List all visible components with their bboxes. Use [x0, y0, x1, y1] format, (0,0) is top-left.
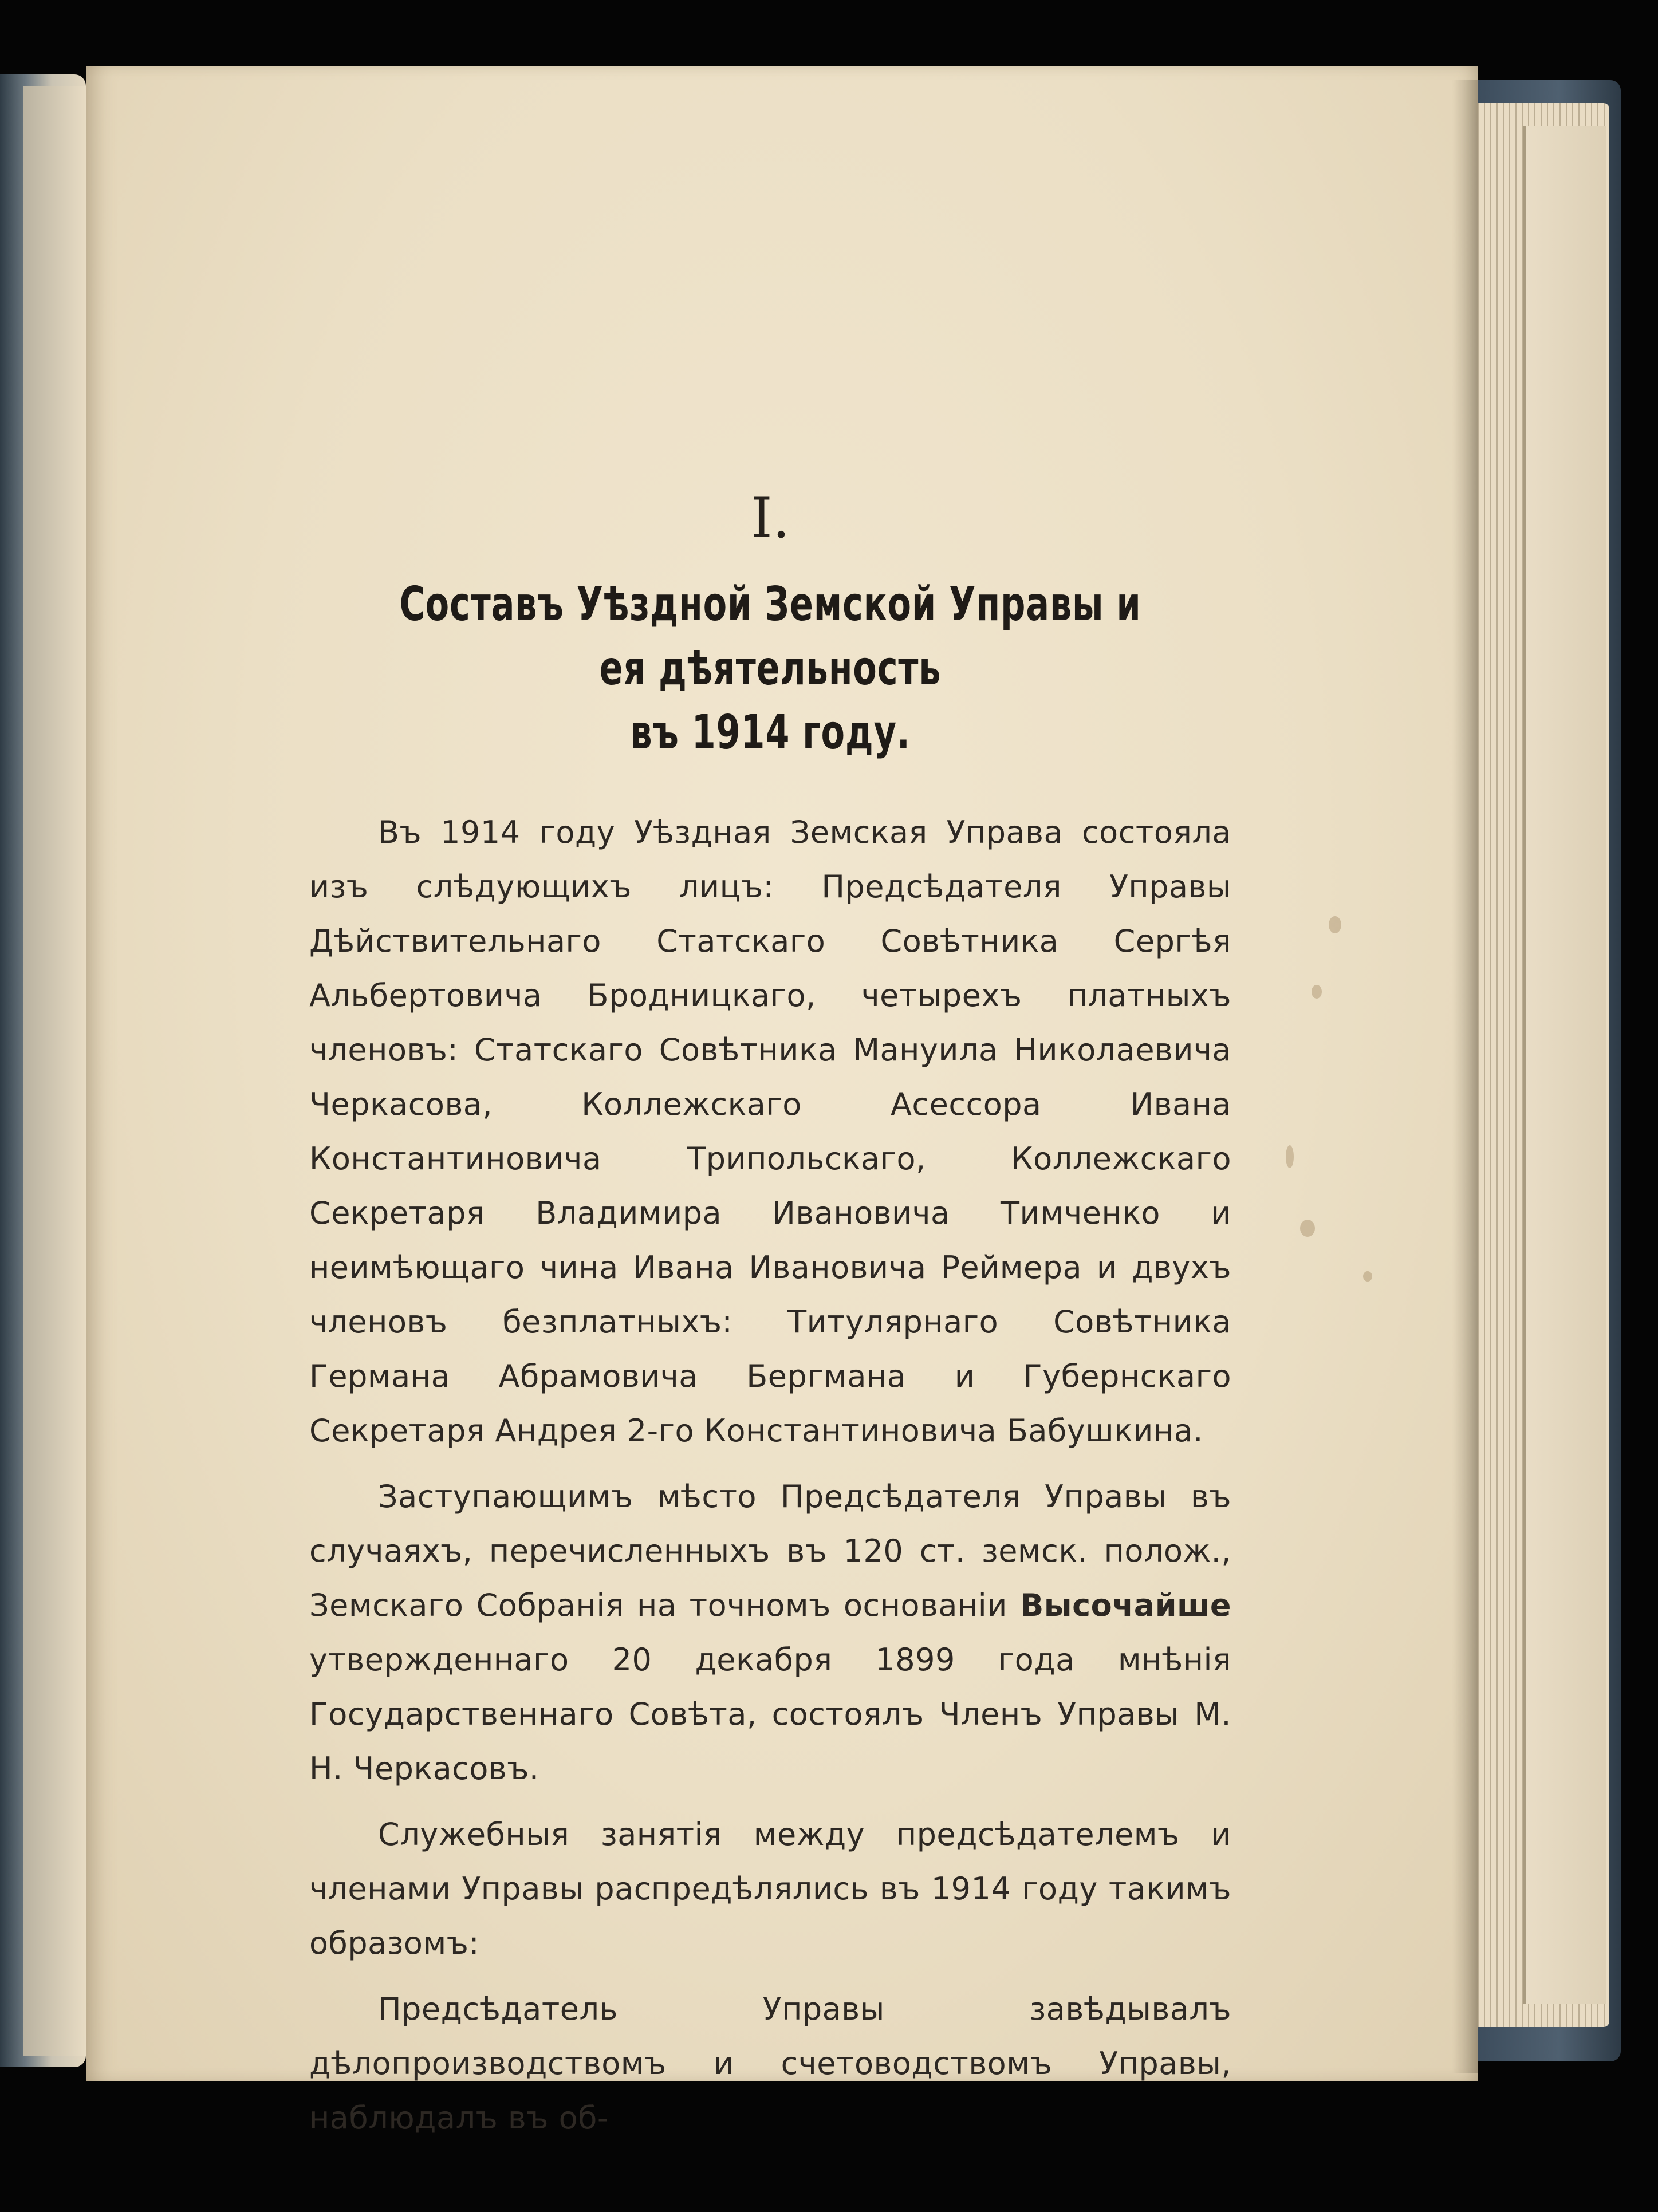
section-heading	[392, 573, 1148, 765]
paragraph-2-text-start: Заступающимъ мѣсто Предсѣдателя Управы въ случаяхъ, перечисленныхъ въ 120 ст. земск. полож., Земскаго Собранія на точномъ основаніи	[309, 1478, 1231, 1623]
page-content	[309, 452, 1231, 2156]
paragraph-1: Въ 1914 году Уѣздная Земская Управа состояла изъ слѣдующихъ лицъ: Предсѣдателя Управы Дѣйствительнаго Статскаго Совѣтника Сергѣя Альбертовича Бродницкаго, четырехъ платныхъ членовъ: Статскаго Совѣтника Мануила Николаевича Черкасова, Коллежскаго Асессора Ивана Константиновича Трипольскаго, Коллежскаго Секретаря Владимира Ивановича Тимченко и неимѣющаго чина Ивана Ивановича Реймера и двухъ членовъ безплатныхъ: Титулярнаго Совѣтника Германа Абрамовича Бергмана и Губернскаго Секретаря Андрея 2-го Константиновича Бабушкина.	[309, 814, 1231, 1449]
paper-stain	[1300, 1220, 1315, 1237]
paragraph-2-text-end: утвержденнаго 20 декабря 1899 года мнѣнія Государственнаго Совѣта, состоялъ Членъ Управы М. Н. Черкасовъ.	[309, 1642, 1231, 1787]
paragraph-4: Предсѣдатель Управы завѣдывалъ дѣлопроизводствомъ и счетоводствомъ Управы, наблюдалъ въ об-	[309, 1991, 1231, 2136]
page-gutter-shadow	[1452, 80, 1478, 2073]
heading-line-1: Составъ Уѣздной Земской Управы и ея дѣятельность	[399, 577, 1141, 696]
paragraph-3: Служебныя занятія между предсѣдателемъ и членами Управы распредѣлялись въ 1914 году такимъ образомъ:	[309, 1816, 1231, 1961]
paragraph-2	[309, 1469, 1231, 1796]
paper-stain	[1286, 1145, 1294, 1168]
paper-stain	[1329, 916, 1341, 933]
heading-line-2: въ 1914 году.	[630, 705, 911, 760]
paper-stain	[1363, 1271, 1372, 1282]
left-page-edge	[23, 86, 86, 2056]
section-number: I.	[750, 486, 790, 550]
page-stack-edge	[1523, 126, 1606, 2004]
paper-stain	[1312, 985, 1322, 999]
paragraph-2-bold-word: Высочайше	[1020, 1587, 1231, 1623]
